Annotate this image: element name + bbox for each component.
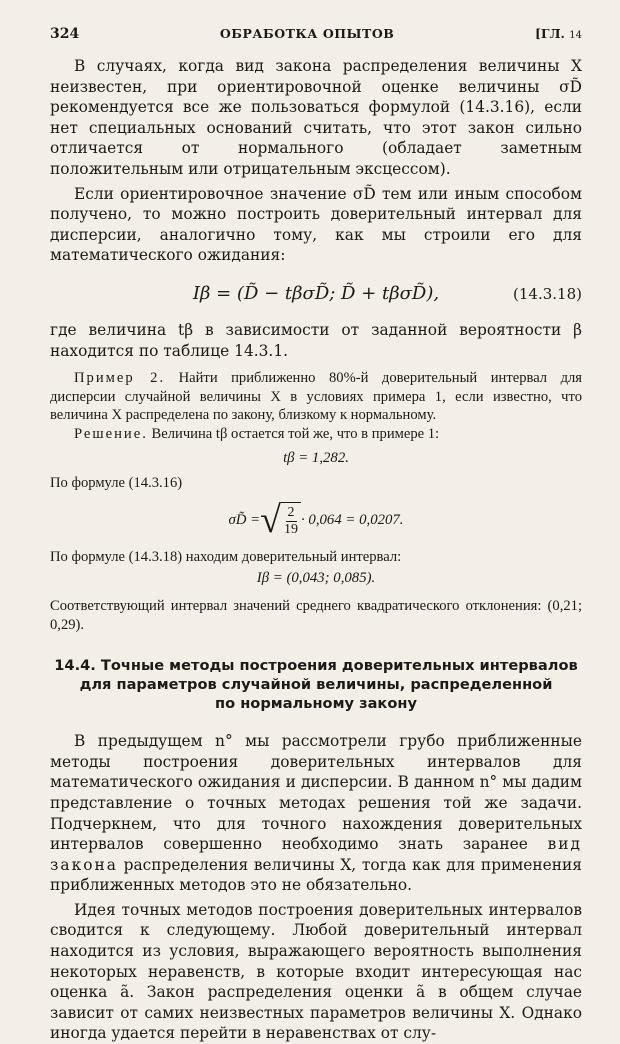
fraction-denominator: 19	[284, 522, 299, 538]
chapter-marker	[535, 26, 582, 41]
by-formula-14-3-16: По формуле (14.3.16)	[50, 474, 183, 491]
radical-sign: √	[260, 499, 282, 542]
formula-14-3-18	[50, 270, 582, 318]
fraction-2-over-19	[284, 505, 298, 538]
intro-emphasis: вид закона	[50, 835, 582, 874]
page-number: 324	[50, 26, 80, 42]
radicand	[281, 502, 301, 538]
intro-start: В предыдущем n° мы рассмотрели грубо приближенные методы построения доверительных интервалов для математического ожидания и дисперсии. В данном n° мы дадим представление о точных методах решения той же задачи. Подчеркнем, что для точного нахождения доверительных интервалов совершенно необходимо знать заранее	[50, 732, 582, 854]
example-2-statement	[50, 369, 582, 425]
section-title-line-3: по нормальному закону	[215, 695, 417, 713]
by-formula-14-3-18: По формуле (14.3.18) находим доверительный интервал:	[50, 549, 402, 566]
paragraph-exact-methods-idea: Идея точных методов построения доверительных интервалов сводится к следующему. Любой доверительный интервал находится из условия, выражающего вероятность выполнения некоторых неравенств, в которые входит интересующая нас оценка ã. Закон распределения оценки ã в общем случае зависит от самих неизвестных параметров величины X. Однако иногда удается перейти в неравенствах от слу-	[50, 900, 582, 1043]
formula-sigma-left: σD̃ =	[228, 511, 261, 528]
page-header	[50, 26, 582, 42]
sqrt-expression	[260, 499, 301, 542]
example-text: Найти приближенно 80%-й доверительный интервал для дисперсии случайной величины X в условиях примера 1, если известно, что величина X распределена по закону, близкому к нормальному.	[50, 370, 583, 424]
formula-14-3-18-expression: Iβ = (D̃ − tβσD̃; D̃ + tβσD̃),	[192, 283, 440, 305]
formula-sigma-right: · 0,064 = 0,0207.	[301, 511, 404, 528]
section-14-4-title	[50, 656, 582, 713]
solution-label: Решение.	[74, 425, 148, 442]
formula-interval-expression: Iβ = (0,043; 0,085).	[256, 569, 376, 586]
solution-statement	[50, 425, 582, 444]
formula-t-beta-expression: tβ = 1,282.	[283, 450, 349, 467]
formula-sigma	[50, 498, 582, 542]
example-label: Пример 2.	[74, 370, 166, 387]
solution-text: Величина tβ остается той же, что в примере 1:	[151, 425, 440, 442]
paragraph-corresponding-interval: Соответствующий интервал значений среднего квадратического отклонения: (0,21; 0,29).	[50, 598, 582, 633]
paragraph-confidence-interval: Если ориентировочное значение σD̃ тем или иным способом получено, то можно построить доверительный интервал для дисперсии, аналогично тому, как мы строили его для математического ожидания:	[50, 184, 582, 265]
example-2	[50, 369, 582, 634]
paragraph-exact-methods-intro	[50, 731, 582, 896]
chapter-label: [ГЛ.	[534, 26, 565, 41]
section-title-line-2: для параметров случайной величины, распределенной	[79, 676, 553, 694]
equation-number: (14.3.18)	[513, 284, 582, 303]
paragraph-t-beta: где величина tβ в зависимости от заданной вероятности β находится по таблице 14.3.1.	[50, 320, 582, 360]
running-title: ОБРАБОТКА ОПЫТОВ	[219, 26, 395, 41]
paragraph-unknown-law: В случаях, когда вид закона распределения величины X неизвестен, при ориентировочной оценке величины σD̃ рекомендуется все же пользоваться формулой (14.3.16), если нет специальных оснований считать, что этот закон сильно отличается от нормального (обладает заметным положительным или отрицательным эксцессом).	[50, 57, 582, 178]
chapter-number: 14	[569, 30, 582, 41]
intro-end: распределения величины X, тогда как для применения приближенных методов это не обязательно.	[50, 855, 582, 895]
fraction-numerator: 2	[287, 505, 295, 521]
section-title-line-1: 14.4. Точные методы построения доверительных интервалов	[54, 657, 578, 675]
formula-interval	[50, 569, 582, 588]
formula-t-beta	[50, 449, 582, 468]
